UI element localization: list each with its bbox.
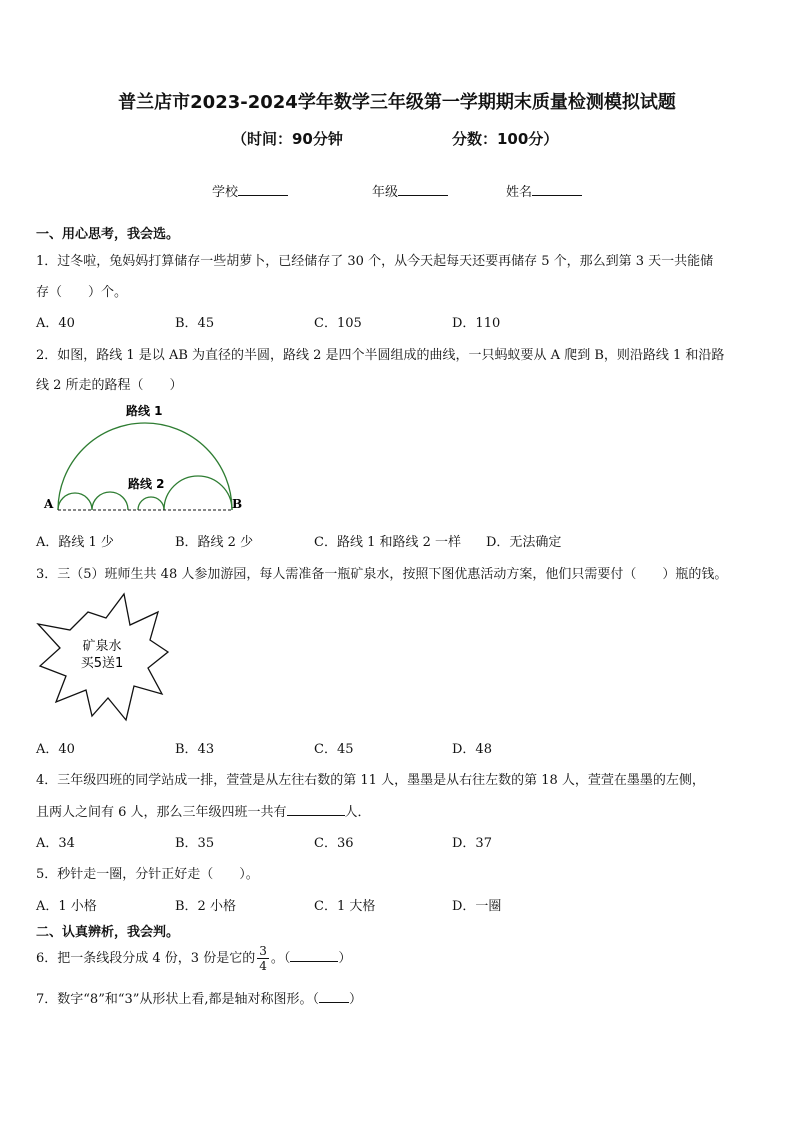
school-field — [212, 181, 288, 200]
section-2-heading: 二、认真辨析，我会判。 — [36, 925, 180, 940]
fraction-numerator: 3 — [259, 944, 267, 958]
q6-text: 6．把一条线段分成 4 份，3 份是它的 — [36, 951, 256, 966]
q5-option-a: A．1 小格 — [36, 899, 97, 914]
q3-option-c: C．45 — [314, 742, 354, 757]
point-a-label: A — [44, 497, 54, 511]
q4-line1: 4．三年级四班的同学站成一排，萱萱是从左往右数的第 11 人，墨墨是从右往左数的第 18 人，萱萱在墨墨的左侧， — [36, 773, 705, 788]
section-1-heading: 一、用心思考，我会选。 — [36, 227, 180, 242]
name-field — [506, 181, 582, 200]
q6-paren-open: 。（ — [270, 951, 291, 966]
grade-label: 年级 — [372, 185, 399, 200]
route-2-arc-3 — [138, 497, 164, 510]
q1-option-d: D．110 — [452, 316, 501, 331]
q1-option-a: A．40 — [36, 316, 75, 331]
q1-line2: 存（ ）个。 — [36, 285, 128, 300]
route-diagram — [38, 400, 248, 520]
school-blank — [238, 181, 288, 196]
exam-title: 普兰店市2023-2024学年数学三年级第一学期期末质量检测模拟试题 — [118, 92, 676, 113]
school-label: 学校 — [212, 185, 239, 200]
q3-option-d: D．48 — [452, 742, 492, 757]
q5-option-b: B．2 小格 — [175, 899, 236, 914]
q1-option-c: C．105 — [314, 316, 362, 331]
fraction-three-quarters — [257, 944, 269, 973]
point-b-label: B — [232, 497, 243, 511]
q4-line2-end: 人． — [344, 805, 371, 820]
q1-option-b: B．45 — [175, 316, 215, 331]
q2-line1: 2．如图，路线 1 是以 AB 为直径的半圆，路线 2 是四个半圆组成的曲线，一只蚂蚁要从 A 爬到 B，则沿路线 1 和沿路 — [36, 348, 725, 363]
q3-option-b: B．43 — [175, 742, 215, 757]
q2-option-b: B．路线 2 少 — [175, 535, 254, 550]
exam-time: （时间：90分钟 — [232, 130, 343, 148]
q5-option-d: D．一圈 — [452, 899, 502, 914]
q3-line1: 3．三（5）班师生共 48 人参加游园，每人需准备一瓶矿泉水，按照下图优惠活动方案，他们只需要付（ ）瓶的钱。 — [36, 567, 728, 582]
q4-option-b: B．35 — [175, 836, 215, 851]
q2-option-d: D．无法确定 — [486, 535, 562, 550]
q5-line1: 5．秒针走一圈，分针正好走（ ）。 — [36, 867, 259, 882]
promo-burst — [36, 590, 172, 724]
fraction-denominator: 4 — [259, 959, 267, 973]
route-2-label: 路线 2 — [128, 477, 165, 491]
q2-line2: 线 2 所走的路程（ ） — [36, 378, 183, 393]
q6-paren-close: ） — [338, 951, 352, 966]
name-label: 姓名 — [506, 185, 533, 200]
grade-blank — [398, 181, 448, 196]
route-2-arc-1 — [58, 493, 92, 510]
q1-line1: 1．过冬啦，兔妈妈打算储存一些胡萝卜，已经储存了 30 个，从今天起每天还要再储存 5 个，那么到第 3 天一共能储 — [36, 254, 714, 269]
q2-option-c: C．路线 1 和路线 2 一样 — [314, 535, 462, 550]
q6-answer-blank — [290, 947, 338, 962]
route-1-arc — [58, 423, 232, 510]
q7-text: 7．数字“8”和“3”从形状上看,都是轴对称图形。（ — [36, 992, 320, 1007]
q3-option-a: A．40 — [36, 742, 75, 757]
q2-option-a: A．路线 1 少 — [36, 535, 114, 550]
grade-field — [372, 181, 448, 200]
q6-line — [36, 944, 351, 973]
q7-answer-blank — [319, 988, 349, 1003]
q5-option-c: C．1 大格 — [314, 899, 376, 914]
q4-option-d: D．37 — [452, 836, 492, 851]
q7-paren-close: ） — [349, 992, 363, 1007]
name-blank — [532, 181, 582, 196]
route-1-label: 路线 1 — [126, 404, 163, 418]
exam-score: 分数：100分） — [452, 130, 559, 148]
q4-line2 — [36, 801, 371, 820]
q4-line2-text: 且两人之间有 6 人，那么三年级四班一共有 — [36, 805, 287, 820]
route-2-arc-4 — [164, 476, 232, 510]
q4-answer-blank — [287, 801, 345, 816]
burst-text-1: 矿泉水 — [82, 639, 122, 654]
q4-option-c: C．36 — [314, 836, 354, 851]
burst-text-2: 买5送1 — [80, 656, 124, 671]
route-2-arc-2 — [92, 492, 128, 510]
q7-line — [36, 988, 362, 1007]
q4-option-a: A．34 — [36, 836, 75, 851]
